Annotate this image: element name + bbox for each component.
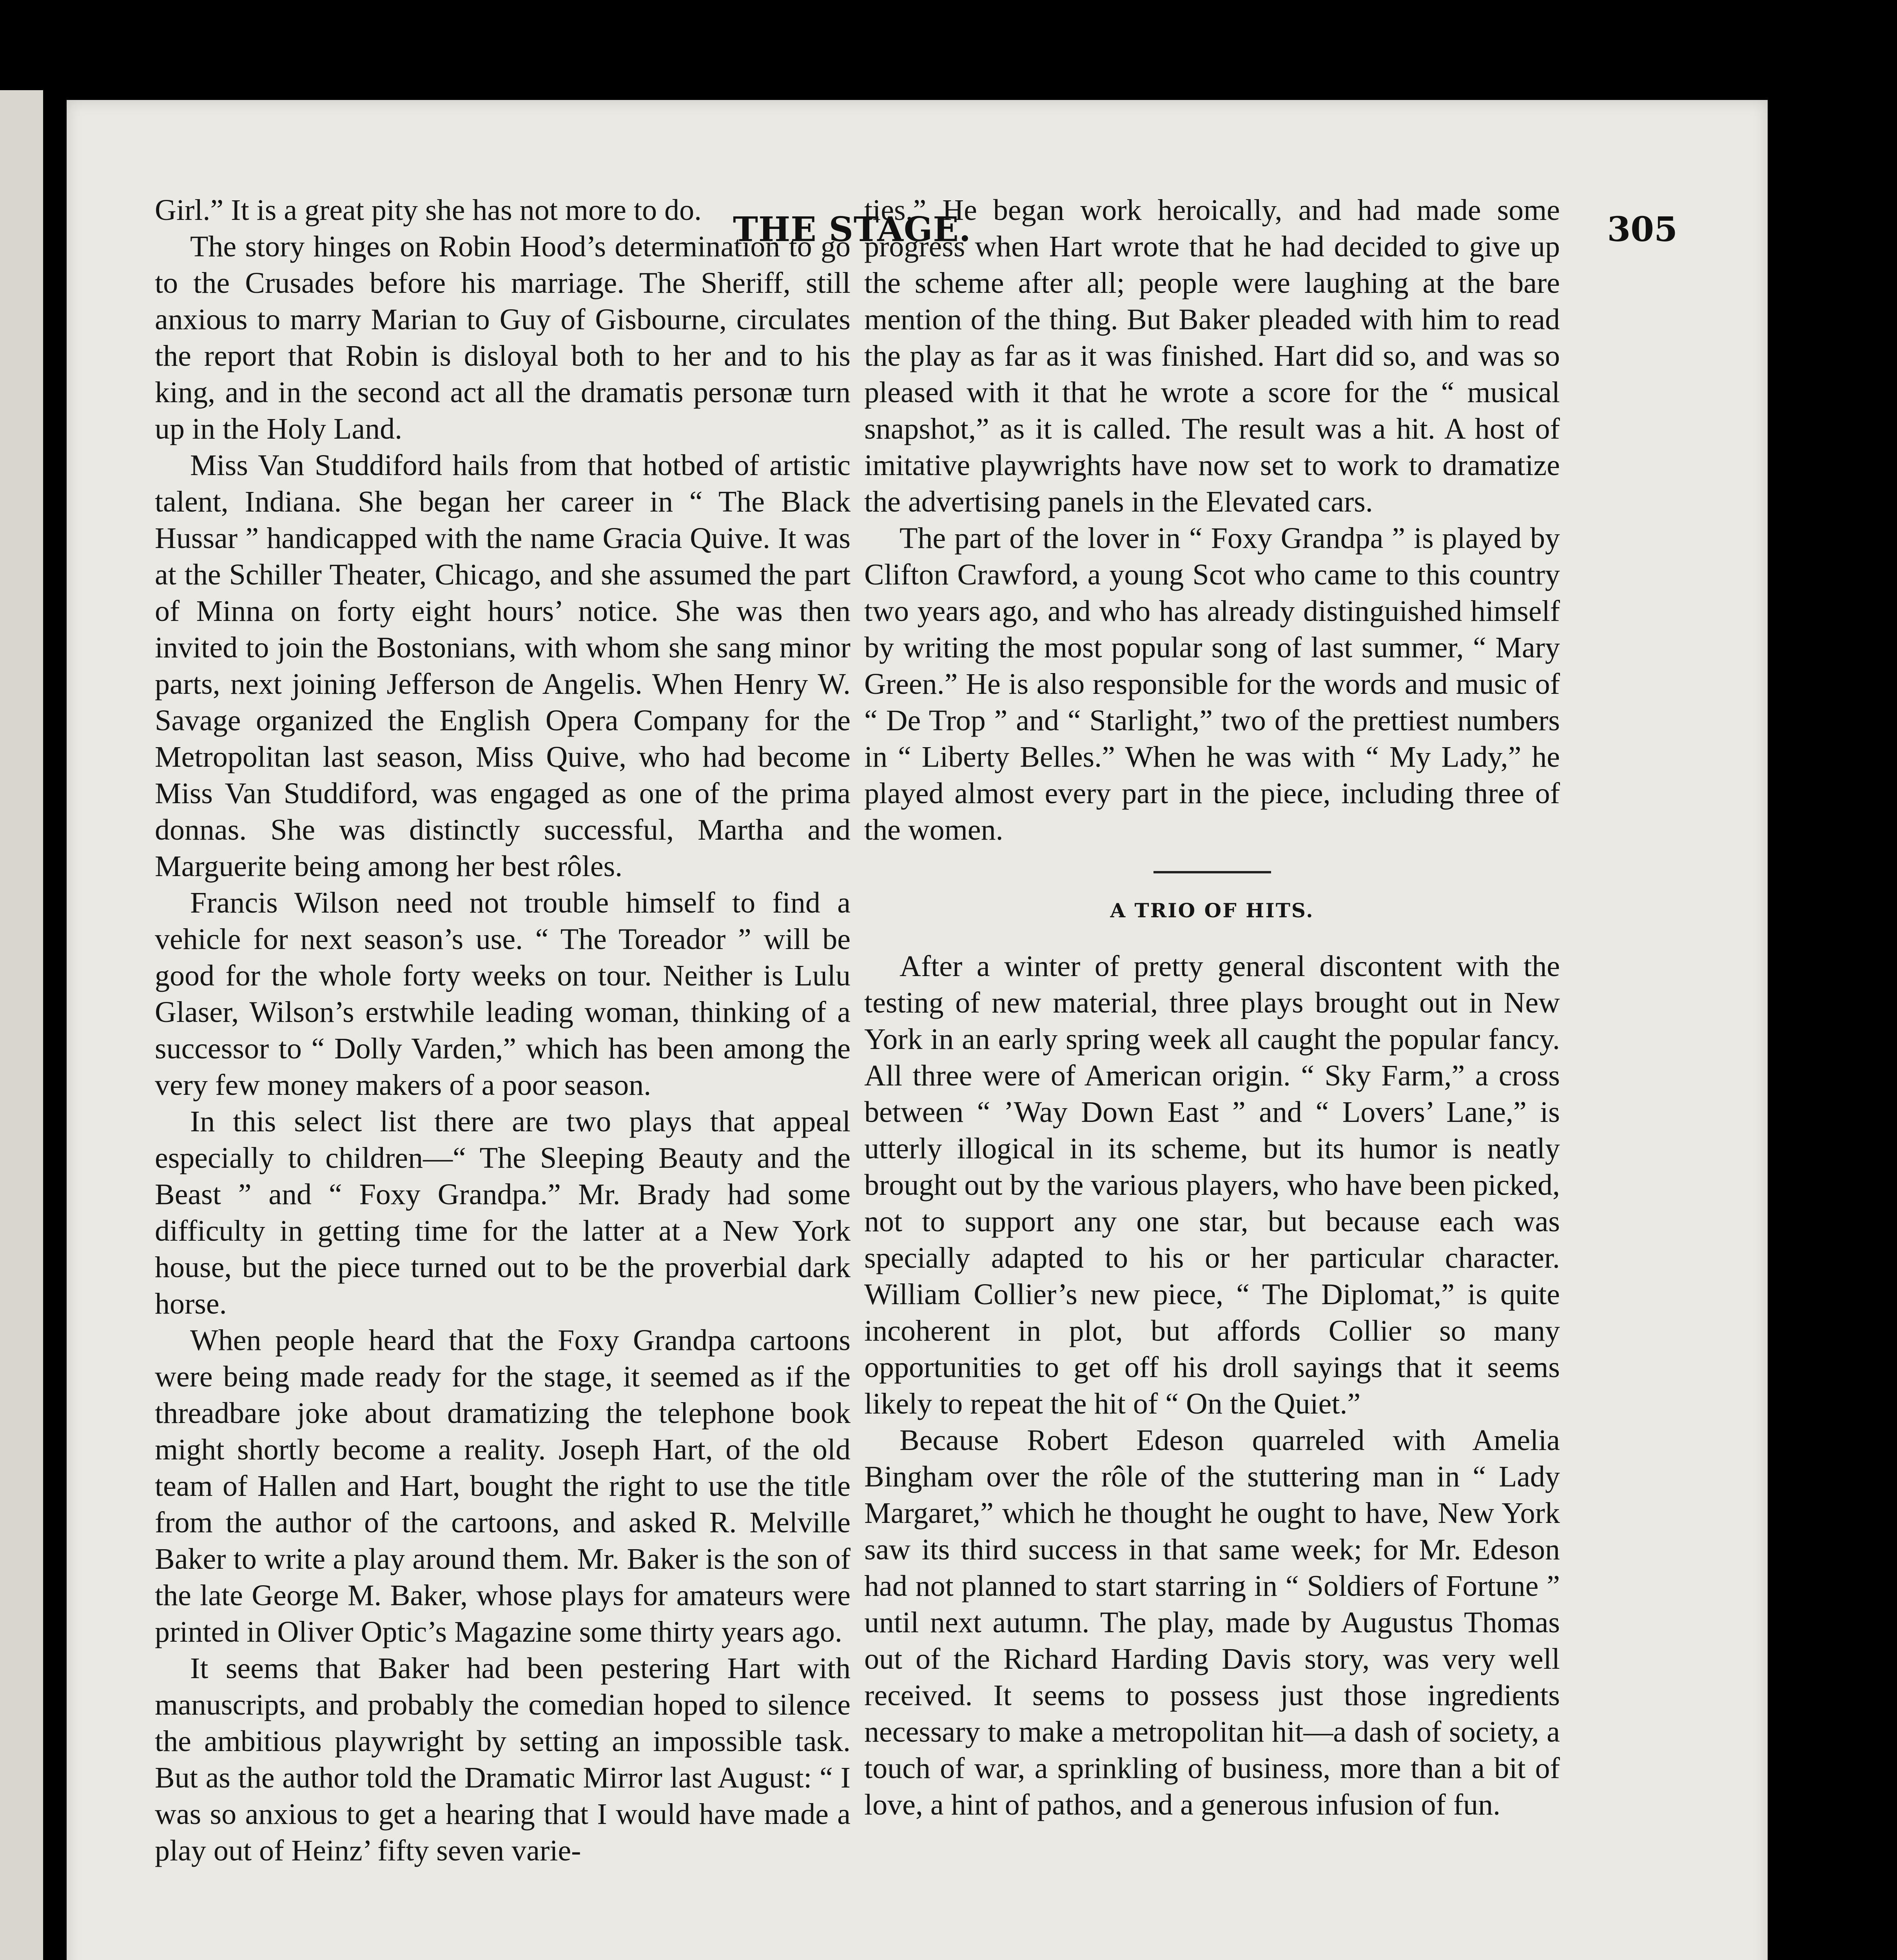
paragraph: After a winter of pretty general discontent with the testing of new material, three plays brought out in New York in an early spring week all caught the popular fancy. All three were of American origin. “ Sky Farm,” a cross between “ ’Way Down East ” and “ Lovers’ Lane,” is utterly illogical in its scheme, but its humor is neatly brought out by the various players, who have been picked, not to support any one star, but because each was specially adapted to his or her particular character. William Collier’s new piece, “ The Diplomat,” is quite incoherent in plot, but affords Collier so many opportunities to get off his droll sayings that it seems likely to repeat the hit of “ On the Quiet.” [864, 950, 1560, 1420]
paragraph: It seems that Baker had been pestering Hart with manuscripts, and probably the comedian hoped to silence the ambitious playwright by setting an impossible task. But as the author told the Dramatic Mirror last August: “ I was so anxious to get a hearing that I would have made a play out of Heinz’ fifty seven varie- [155, 1652, 851, 1867]
paragraph: Because Robert Edeson quarreled with Amelia Bingham over the rôle of the stuttering man in “ Lady Margaret,” which he thought he ought to have, New York saw its third success in that same week; for Mr. Edeson had not planned to start starring in “ Soldiers of Fortune ” until next autumn. The play, made by Augustus Thomas out of the Richard Harding Davis story, was very well received. It seems to possess just those ingredients necessary to make a metropolitan hit—a dash of society, a touch of war, a sprinkling of business, more than a bit of love, a hint of pathos, and a generous infusion of fun. [864, 1424, 1560, 1821]
paragraph: In this select list there are two plays that appeal especially to children—“ The Sleeping Beauty and the Beast ” and “ Foxy Grandpa.” Mr. Brady had some difficulty in getting time for the latter at a New York house, but the piece turned out to be the proverbial dark horse. [155, 1105, 851, 1320]
paragraph: Miss Van Studdiford hails from that hotbed of artistic talent, Indiana. She began her career in “ The Black Hussar ” handicapped with the name Gracia Quive. It was at the Schiller Theater, Chicago, and she assumed the part of Minna on forty eight hours’ notice. She was then invited to join the Bostonians, with whom she sang minor parts, next joining Jefferson de Angelis. When Henry W. Savage organized the English Opera Company for the Metropolitan last season, Miss Quive, who had become Miss Van Studdiford, was engaged as one of the prima donnas. She was distinctly successful, Martha and Marguerite being among her best rôles. [155, 449, 851, 883]
paragraph: ties.” He began work heroically, and had made some progress when Hart wrote that he had decided to give up the scheme after all; people were laughing at the bare mention of the thing. But Baker pleaded with him to read the play as far as it was finished. Hart did so, and was so pleased with it that he wrote a score for the “ musical snapshot,” as it is called. The result was a hit. A host of imitative playwrights have now set to work to dramatize the advertising panels in the Elevated cars. [864, 194, 1560, 518]
paragraph: When people heard that the Foxy Grandpa cartoons were being made ready for the stage, it seemed as if the threadbare joke about dramatizing the telephone book might shortly become a reality. Joseph Hart, of the old team of Hallen and Hart, bought the right to use the title from the author of the cartoons, and asked R. Melville Baker to write a play around them. Mr. Baker is the son of the late George M. Baker, whose plays for amateurs were printed in Oliver Optic’s Magazine some thirty years ago. [155, 1324, 851, 1648]
section-heading: A TRIO OF HITS. [1110, 899, 1314, 922]
paragraph: Francis Wilson need not trouble himself to find a vehicle for next season’s use. “ The Toreador ” will be good for the whole forty weeks on tour. Neither is Lulu Glaser, Wilson’s erstwhile leading woman, thinking of a successor to “ Dolly Varden,” which has been among the very few money makers of a poor season. [155, 886, 851, 1102]
page-number: 305 [1607, 210, 1678, 249]
paragraph: The part of the lover in “ Foxy Grandpa ” is played by Clifton Crawford, a young Scot who came to this country two years ago, and who has already distinguished himself by writing the most popular song of last summer, “ Mary Green.” He is also responsible for the words and music of “ De Trop ” and “ Starlight,” two of the prettiest numbers in “ Liberty Belles.” When he was with “ My Lady,” he played almost every part in the piece, including three of the women. [864, 522, 1560, 846]
running-title: THE STAGE. [733, 210, 971, 249]
right-column [864, 192, 1560, 1823]
left-column [155, 192, 851, 1869]
paragraph: The story hinges on Robin Hood’s determination to go to the Crusades before his marriage. The Sheriff, still anxious to marry Marian to Guy of Gisbourne, circulates the report that Robin is disloyal both to her and to his king, and in the second act all the dramatis personæ turn up in the Holy Land. [155, 230, 851, 445]
previous-page-edge [0, 90, 43, 1960]
paragraph: Girl.” It is a great pity she has not more to do. [155, 194, 702, 227]
section-divider [1153, 871, 1271, 873]
